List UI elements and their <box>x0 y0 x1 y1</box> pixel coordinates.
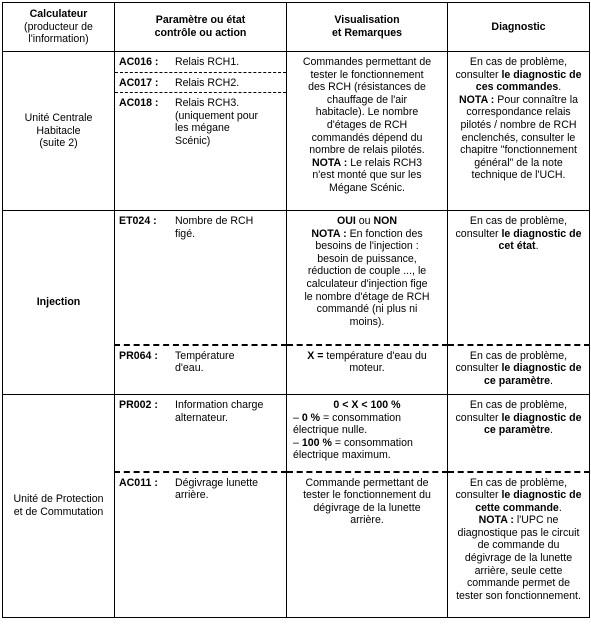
param-label: Information charge <box>175 399 264 411</box>
param-ac016 <box>115 52 286 73</box>
param-label: Relais RCH3. <box>175 97 240 110</box>
vis-text: tester le fonctionnement du <box>303 489 431 502</box>
diag-link-text: ces commandes <box>475 81 559 94</box>
diag-text: l'UPC ne <box>513 514 559 527</box>
param-code: PR002 : <box>119 399 158 411</box>
param-label: Scénic) <box>175 134 211 147</box>
diag-text: pilotés / nombre de RCH <box>460 118 577 131</box>
diag-text: dégivrage de la lunette <box>464 552 573 565</box>
diag-text: En cas de problème, <box>469 476 568 489</box>
diag-link-text: le diagnostic de <box>501 227 582 240</box>
vis-text: commandés dépend du <box>311 131 423 144</box>
param-pr002 <box>115 395 287 472</box>
vis-text: Commande permettant de <box>305 476 429 489</box>
nota-label: NOTA : <box>478 514 514 527</box>
calc-upc-name-2: et de Commutation <box>13 506 104 518</box>
vis-text: En fonction des <box>346 227 423 240</box>
diag-text: En cas de problème, <box>469 349 568 362</box>
vis-value: 0 % <box>301 411 321 424</box>
diag-link-text: le diagnostic de <box>501 489 582 502</box>
param-code: ET024 : <box>119 215 157 227</box>
param-label: (uniquement pour <box>175 109 259 122</box>
vis-text: besoins de l'injection : <box>315 240 419 253</box>
param-pr064 <box>115 345 287 395</box>
vis-text: nombre de relais pilotés. <box>309 144 425 157</box>
vis-text: des RCH (résistances de <box>308 81 426 94</box>
row-inj-et024 <box>3 211 590 345</box>
param-label: d'eau. <box>175 362 204 375</box>
diag-uch: En cas de problème, consulter le diagnostic de ces commandes. NOTA : Pour connaître la correspondance relais pilotés / nombre de RCH enclenchés, consulter le chapitre "fonctionnement général" de la note technique de l'UCH. <box>448 52 590 211</box>
diagnostic-table <box>2 2 590 618</box>
vis-text: = consommation <box>331 436 413 449</box>
vis-text: = consommation <box>320 411 402 424</box>
vis-text: électrique nulle. <box>293 424 368 437</box>
diag-text: Pour connaître la <box>494 93 578 106</box>
row-uch <box>3 52 590 211</box>
vis-text: n'est monté que sur les <box>312 169 422 182</box>
diag-text: diagnostique pas le circuit <box>457 526 580 539</box>
vis-text: tester le fonctionnement <box>310 68 424 81</box>
diag-text: consulter <box>455 68 502 81</box>
vis-text: dégivrage de la lunette <box>313 501 421 514</box>
vis-pr002: 0 < X < 100 % – 0 % = consommation électrique nulle. – 100 % = consommation électrique maximum. <box>287 395 448 472</box>
param-label: Température <box>175 349 235 362</box>
header-param-2: contrôle ou action <box>154 27 247 39</box>
vis-text: Commandes permettant de <box>302 56 432 68</box>
diag-pr064: En cas de problème, consulter le diagnostic de ce paramètre. <box>448 345 590 395</box>
diag-text: En cas de problème, <box>469 399 568 411</box>
param-code: PR064 : <box>119 349 158 362</box>
vis-ac011 <box>287 472 448 618</box>
nota-label: NOTA : <box>311 156 348 169</box>
header-parametre <box>115 3 287 52</box>
diag-link-text: le diagnostic de <box>501 411 582 424</box>
diag-link-text: ce paramètre <box>484 374 550 387</box>
vis-text: arrière. <box>350 514 384 527</box>
vis-value: 100 % <box>301 436 332 449</box>
vis-value: 0 < X < 100 % <box>333 399 401 411</box>
diag-text: commande permet de <box>466 577 571 590</box>
header-diagnostic <box>448 3 590 52</box>
vis-text: ou <box>355 215 374 227</box>
vis-text: Mégane Scénic. <box>329 181 405 194</box>
param-label: Dégivrage lunette <box>175 476 259 489</box>
vis-text: moins). <box>349 315 385 328</box>
vis-text: température d'eau du <box>323 349 427 362</box>
vis-text: habitacle). Le nombre <box>315 106 419 119</box>
diag-text: tester son fonctionnement. <box>456 589 581 602</box>
diag-text: En cas de problème, <box>469 56 568 68</box>
param-ac017 <box>115 73 286 94</box>
vis-value: OUI <box>336 215 356 227</box>
calc-uch-name-3: (suite 2) <box>39 137 78 150</box>
param-ac018 <box>115 93 286 150</box>
vis-pr064 <box>287 345 448 395</box>
calc-injection <box>3 211 115 395</box>
param-label: Nombre de RCH <box>175 215 254 227</box>
diag-link-text: le diagnostic de <box>501 362 582 375</box>
param-code: AC018 : <box>119 97 159 110</box>
diag-text: enclenchés, consulter le <box>461 131 576 144</box>
vis-text: moteur. <box>349 362 385 375</box>
vis-text: électrique maximum. <box>293 449 391 462</box>
vis-text: besoin de puissance, <box>317 252 417 265</box>
vis-text: le nombre d'étage de RCH <box>304 290 430 303</box>
diag-text: de commande du <box>477 539 560 552</box>
header-calc-title: Calculateur <box>29 8 88 21</box>
header-calc-sub-2: l'information) <box>28 33 89 46</box>
diag-pr002: En cas de problème, consulter le diagnostic de ce paramètre. <box>448 395 590 472</box>
row-upc-pr002 <box>3 395 590 472</box>
diag-text: technique de l'UCH. <box>471 169 566 182</box>
diag-text: consulter <box>455 362 502 375</box>
calc-injection-name: Injection <box>36 296 81 309</box>
diag-text: chapitre "fonctionnement <box>460 144 577 157</box>
vis-text: calculateur d'injection fige <box>306 277 428 290</box>
diag-text: correspondance relais <box>466 106 571 119</box>
vis-uch <box>287 52 448 211</box>
diag-text: arrière, seule cette <box>474 564 563 577</box>
param-label: arrière. <box>175 489 209 502</box>
diag-ac011: En cas de problème, consulter le diagnostic de cette commande. NOTA : l'UPC ne diagnostique pas le circuit de commande du dégivrage de la lunette arrière, seule cette commande permet de tester son fonctionnement. <box>448 472 590 618</box>
calc-upc <box>3 395 115 618</box>
param-label: figé. <box>175 227 196 240</box>
param-label: Relais RCH2. <box>175 76 240 89</box>
params-uch <box>115 52 287 211</box>
calc-uch <box>3 52 115 211</box>
diag-text: consulter <box>455 489 502 502</box>
diag-link-text: cet état <box>498 240 536 253</box>
header-row <box>3 3 590 52</box>
vis-text: réduction de couple ..., le <box>307 265 427 278</box>
diag-et024: En cas de problème, consulter le diagnostic de cet état. <box>448 211 590 345</box>
vis-text: chauffage de l'air <box>326 93 408 106</box>
header-vis-1: Visualisation <box>334 14 400 27</box>
nota-label: NOTA : <box>311 227 347 240</box>
calc-uch-name-1: Unité Centrale <box>24 112 93 125</box>
param-ac011 <box>115 472 287 618</box>
vis-value: X = <box>307 349 324 362</box>
header-diag: Diagnostic <box>491 20 546 33</box>
vis-text: commandé (ni plus ni <box>316 303 418 316</box>
nota-label: NOTA : <box>459 93 495 106</box>
calc-upc-name-1: Unité de Protection <box>13 493 104 506</box>
param-label: les mégane <box>175 122 230 135</box>
header-visualisation <box>287 3 448 52</box>
diag-link-text: cette commande <box>475 501 559 514</box>
vis-text: Le relais RCH3 <box>347 156 423 169</box>
param-label: alternateur. <box>175 411 229 424</box>
param-label: Relais RCH1. <box>175 56 240 68</box>
diag-text: consulter <box>455 411 502 424</box>
param-code: AC016 : <box>119 56 159 68</box>
header-calc-sub-1: (producteur de <box>24 20 93 33</box>
diag-link-text: le diagnostic de <box>501 68 582 81</box>
calc-uch-name-2: Habitacle <box>36 124 81 137</box>
vis-text: d'étages de RCH <box>326 118 408 131</box>
param-code: AC017 : <box>119 76 159 89</box>
header-vis-2: et Remarques <box>331 27 403 39</box>
diag-text: En cas de problème, <box>469 215 568 227</box>
header-param-1: Paramètre ou état <box>155 14 246 27</box>
diag-text: consulter <box>455 227 502 240</box>
vis-et024 <box>287 211 448 345</box>
header-calculateur <box>3 3 115 52</box>
diag-text: général" de la note <box>474 156 563 169</box>
diag-link-text: ce paramètre <box>484 424 550 437</box>
vis-value: NON <box>373 215 398 227</box>
param-et024 <box>115 211 287 345</box>
param-code: AC011 : <box>119 476 158 489</box>
